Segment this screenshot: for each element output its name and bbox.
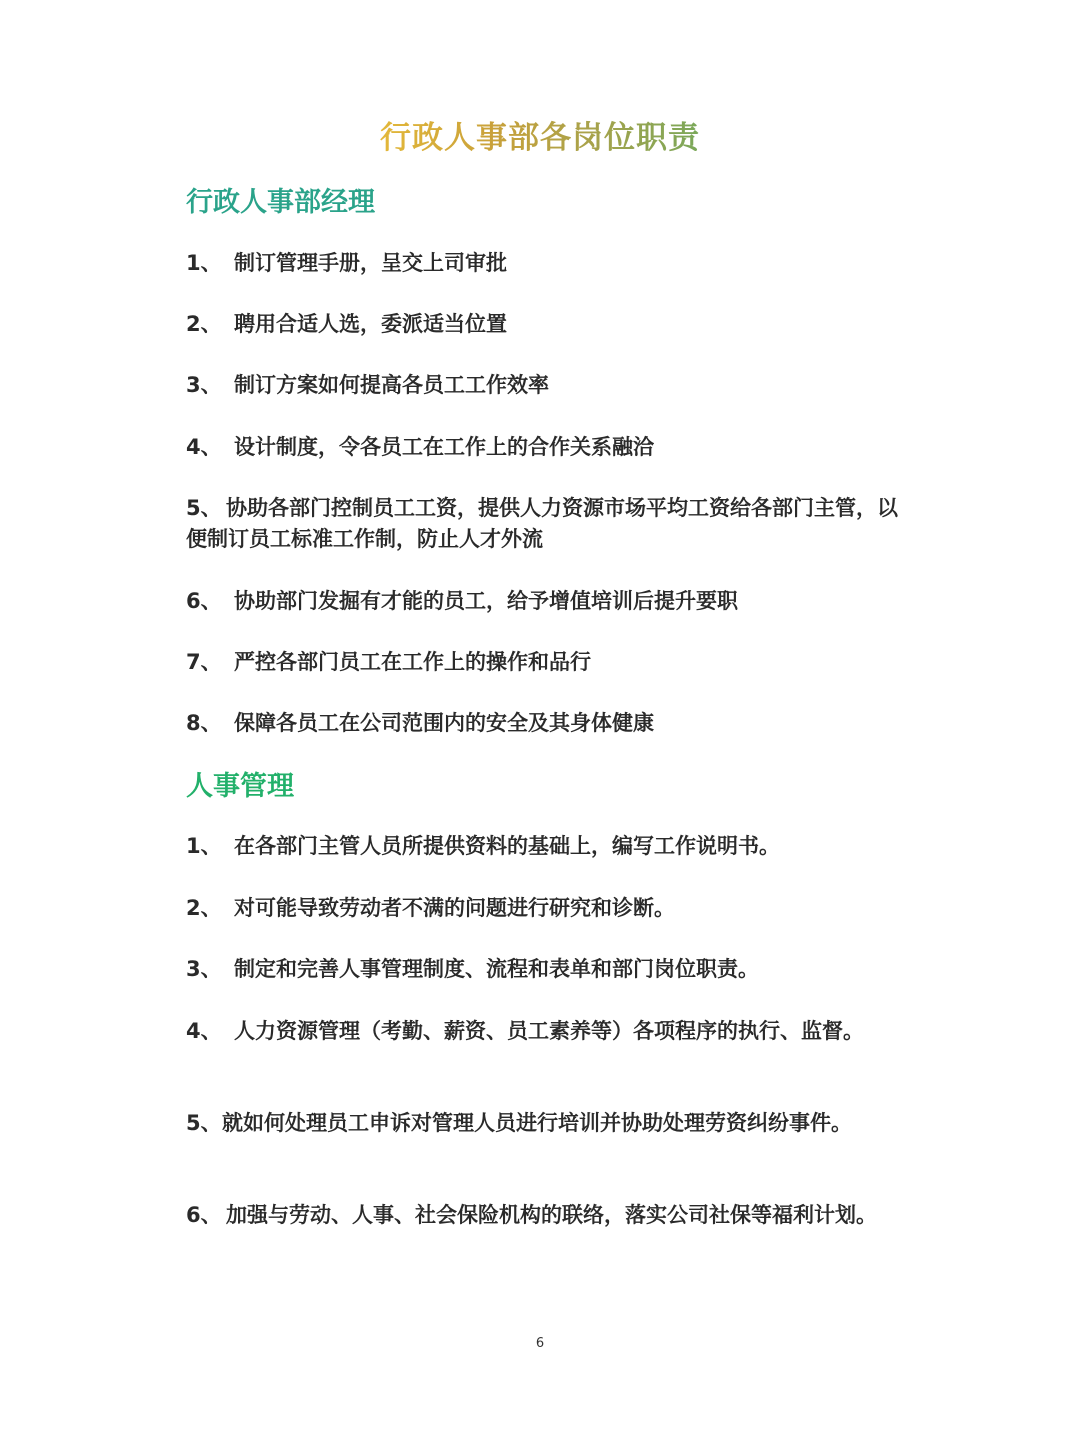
list-item bbox=[186, 309, 898, 340]
item-number: 1、 bbox=[186, 251, 222, 275]
item-number: 5、 bbox=[186, 496, 222, 520]
list-item bbox=[186, 370, 898, 401]
item-text: 制订方案如何提高各员工工作效率 bbox=[234, 373, 549, 397]
item-number: 6、 bbox=[186, 589, 222, 613]
list-item bbox=[186, 1108, 898, 1139]
item-text: 协助各部门控制员工工资，提供人力资源市场平均工资给各部门主管，以便制订员工标准工作制，防止人才外流 bbox=[186, 496, 898, 551]
item-text: 协助部门发掘有才能的员工，给予增值培训后提升要职 bbox=[234, 589, 738, 613]
item-number: 8、 bbox=[186, 711, 222, 735]
list-item bbox=[186, 1016, 898, 1047]
list-item bbox=[186, 954, 898, 985]
item-number: 7、 bbox=[186, 650, 222, 674]
list-item bbox=[186, 248, 898, 279]
item-text: 制定和完善人事管理制度、流程和表单和部门岗位职责。 bbox=[234, 957, 759, 981]
item-text: 就如何处理员工申诉对管理人员进行培训并协助处理劳资纠纷事件。 bbox=[222, 1111, 852, 1135]
document-title-text: 行政人事部各岗位职责 bbox=[380, 120, 700, 156]
item-text: 保障各员工在公司范围内的安全及其身体健康 bbox=[234, 711, 654, 735]
item-text: 设计制度，令各员工在工作上的合作关系融洽 bbox=[234, 435, 654, 459]
item-text: 严控各部门员工在工作上的操作和品行 bbox=[234, 650, 591, 674]
item-number: 6、 bbox=[186, 1203, 222, 1227]
list-item bbox=[186, 493, 898, 555]
item-text: 加强与劳动、人事、社会保险机构的联络，落实公司社保等福利计划。 bbox=[226, 1203, 877, 1227]
list-item bbox=[186, 831, 898, 862]
item-number: 3、 bbox=[186, 373, 222, 397]
item-number: 2、 bbox=[186, 312, 222, 336]
section-heading-manager: 行政人事部经理 bbox=[186, 187, 375, 218]
list-item bbox=[186, 893, 898, 924]
list-item bbox=[186, 586, 898, 617]
item-number: 1、 bbox=[186, 834, 222, 858]
item-number: 5、 bbox=[186, 1111, 222, 1135]
item-number: 2、 bbox=[186, 896, 222, 920]
list-item bbox=[186, 1200, 898, 1231]
list-item bbox=[186, 708, 898, 739]
item-number: 3、 bbox=[186, 957, 222, 981]
section-heading-hr-management: 人事管理 bbox=[186, 771, 294, 802]
list-item bbox=[186, 432, 898, 463]
item-number: 4、 bbox=[186, 1019, 222, 1043]
document-title bbox=[0, 112, 1080, 157]
item-text: 人力资源管理（考勤、薪资、员工素养等）各项程序的执行、监督。 bbox=[234, 1019, 864, 1043]
item-text: 制订管理手册，呈交上司审批 bbox=[234, 251, 507, 275]
item-number: 4、 bbox=[186, 435, 222, 459]
item-text: 在各部门主管人员所提供资料的基础上，编写工作说明书。 bbox=[234, 834, 780, 858]
item-text: 对可能导致劳动者不满的问题进行研究和诊断。 bbox=[234, 896, 675, 920]
list-item bbox=[186, 647, 898, 678]
page-number: 6 bbox=[535, 1336, 545, 1351]
item-text: 聘用合适人选，委派适当位置 bbox=[234, 312, 507, 336]
